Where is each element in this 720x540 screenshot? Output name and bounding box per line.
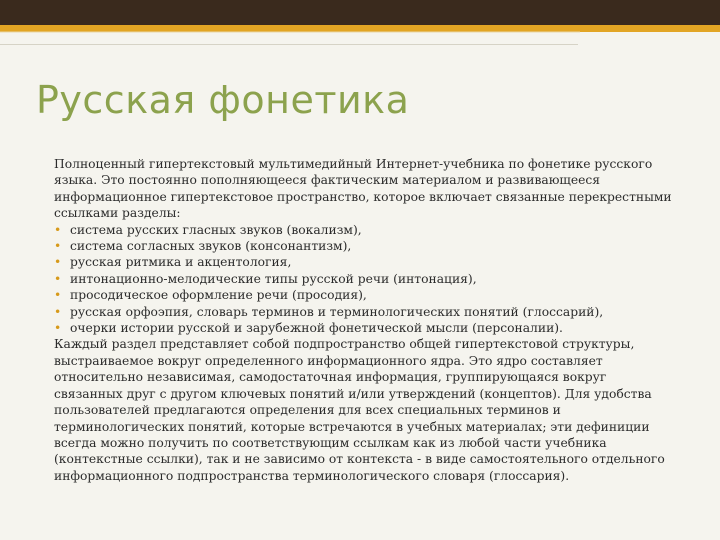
closing-paragraph: Каждый раздел представляет собой подпространство общей гипертекстовой структуры, выстраиваемое вокруг определенного информационного ядра. Это ядро составляет относительно независимая, самодостаточная информация, группирующаяся вокруг связанных друг с другом ключевых понятий и/или утверждений (концептов). Для удобства пользователей предлагаются определения для всех специальных терминов и терминологических понятий, которые встречаются в учебных материалах; эти дефиниции всегда можно получить по соответствующим ссылкам как из любой части учебника (контекстные ссылки), так и не зависимо от контекста - в виде самостоятельного отдельного информационного подпространства терминологического словаря (глоссария). [54, 337, 665, 483]
list-item [54, 320, 672, 336]
list-item-text: система русских гласных звуков (вокализм), [70, 222, 362, 237]
list-item-text: просодическое оформление речи (просодия), [70, 288, 367, 303]
bullet-icon: • [54, 271, 62, 286]
decorative-corner-lines [0, 0, 720, 60]
bullet-icon: • [54, 239, 62, 254]
list-item-text: очерки истории русской и зарубежной фонетической мысли (персоналии). [70, 321, 563, 336]
list-item [54, 222, 672, 238]
bullet-icon: • [54, 304, 62, 319]
bullet-icon: • [54, 288, 62, 303]
list-item [54, 254, 672, 270]
section-list [54, 222, 672, 337]
intro-paragraph: Полноценный гипертекстовый мультимедийный Интернет-учебника по фонетике русского языка. Это постоянно пополняющееся фактическим материалом и развивающееся информационное гипертекстовое пространство, которое включает связанные перекрестными ссылками разделы: [54, 157, 672, 221]
list-item-text: русская орфоэпия, словарь терминов и терминологических понятий (глоссарий), [70, 304, 604, 319]
slide-body [54, 156, 672, 484]
list-item [54, 271, 672, 287]
bullet-icon: • [54, 321, 62, 336]
list-item [54, 304, 672, 320]
list-item [54, 238, 672, 254]
slide-title: Русская фонетика [36, 78, 410, 122]
bullet-icon: • [54, 222, 62, 237]
bullet-icon: • [54, 255, 62, 270]
list-item-text: русская ритмика и акцентология, [70, 255, 292, 270]
list-item [54, 287, 672, 303]
list-item-text: интонационно-мелодические типы русской речи (интонация), [70, 271, 477, 286]
list-item-text: система согласных звуков (консонантизм), [70, 239, 352, 254]
